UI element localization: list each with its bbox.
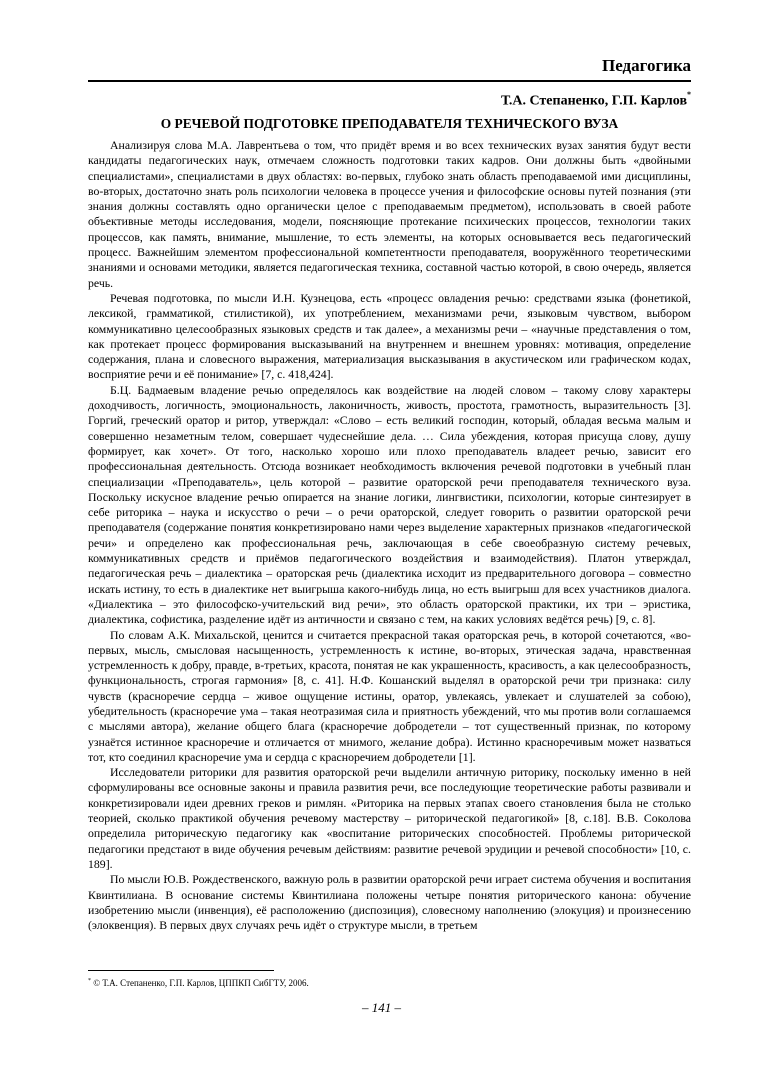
header-divider — [88, 80, 691, 82]
footnote-mark: * — [88, 978, 91, 984]
paragraph: Исследователи риторики для развития ораторской речи выделили античную риторику, поскольку именно в ней сформулированы все основные законы и правила развития речи, все последующие теоретические работы развивали и конкретизировали идеи древних греков и римлян. «Риторика на первых этапах своего становления была не столько теорией, сколько практикой обучения речевому мастерству – риторической педагогикой» [8, с.18]. В.В. Соколова определила риторическую педагогику как «воспитание риторических способностей. Проблемы риторической педагогики предстают в виде обучения речевым действиям: развитие речевой эрудиции и речевой способности» [10, с. 189]. — [88, 765, 691, 871]
footnote-reference: * — [687, 90, 691, 99]
article-body — [88, 138, 691, 933]
page-number: – 141 – — [362, 1000, 401, 1015]
authors-names: Т.А. Степаненко, Г.П. Карлов — [500, 93, 687, 109]
section-title: Педагогика — [602, 56, 691, 75]
footnote — [88, 978, 309, 988]
paragraph: Речевая подготовка, по мысли И.Н. Кузнецова, есть «процесс овладения речью: средствами языка (фонетикой, лексикой, грамматикой, стилистикой), их употреблением, механизмами речи, языковым чувством, выбором коммуникативно целесообразных языковых средств и так далее», а механизмы речи – «научные представления о том, как протекает процесс формирования высказываний на внутреннем и внешнем уровнях: мотивация, определение содержания, плана и словесного выражения, материализация высказывания в акустическом или графическом кодах, восприятие речи и её понимание» [7, с. 418,424]. — [88, 290, 691, 382]
footnote-divider — [88, 970, 274, 971]
paragraph: По мысли Ю.В. Рождественского, важную роль в развитии ораторской речи играет система обучения и воспитания Квинтилиана. В основание системы Квинтилиана положены четыре понятия риторического канона: обучение изобретению мысли (инвенция), её расположению (диспозиция), словесному наполнению (элокуция) и произнесению (элоквенция). В первых двух случаях речь идёт о структуре мысли, в третьем — [88, 872, 691, 933]
paragraph: Б.Ц. Бадмаевым владение речью определялось как воздействие на людей словом – такому слову характеры доходчивость, логичность, эмоциональность, лаконичность, живость, простота, грамотность, выразительность [3]. Горгий, греческий оратор и ритор, утверждал: «Слово – есть великий господин, который, обладая весьма малым и совершенно незаметным телом, совершает чудеснейшие дела. … Сила убеждения, которая присуща слову, душу формирует, как хочет». От того, насколько хорошо или плохо преподаватель владеет речью, зависит его профессиональная деятельность. Отсюда возникает необходимость включения речевой подготовки в учебный план специализации «Преподаватель», цель которой – развитие ораторской речи преподавателя технического вуза. Поскольку искусное владение речью опирается на знание логики, лингвистики, психологии, которые синтезирует в себе риторика – наука и искусство о речи – о речи ораторской, следует говорить о развитии ораторской речи преподавателя (содержание понятия конкретизировано нами через выделение характерных признаков «педагогической речи» и определено как профессиональная речь, заключающая в себе своеобразную систему речевых, коммуникативных средств и приёмов педагогического воздействия и взаимодействия). Платон утверждал, педагогическая речь – диалектика – ораторская речь (диалектика исходит из предварительного договора – совместно искать истину, то есть в диалектике нет выигрыша какого-нибудь лица, но есть выигрыш для всех участников диалога. «Диалектика – это философско-учительский вид речи», это область ораторской практики, их три – эристика, диалектика, софистика, разделение идёт из античности и связано с тем, на каких условиях ведётся речь) [9, с. 8]. — [88, 382, 691, 627]
footnote-text: © Т.А. Степаненко, Г.П. Карлов, ЦППКП СибГТУ, 2006. — [91, 978, 309, 988]
paragraph: По словам А.К. Михальской, ценится и считается прекрасной такая ораторская речь, в которой сочетаются, «во-первых, мысль, смысловая насыщенность, устремленность к истине, во-вторых, этическая задача, нравственная устремленность к добру, правде, в-третьих, красота, понятая не как украшенность, красивость, а как целесообразность, функциональность, строгая гармония» [8, с. 41]. Н.Ф. Кошанский выделял в ораторской речи три признака: силу чувств (красноречие сердца – живое ощущение истины, оратор, увлекаясь, увлекает и слушателей за собою), убедительность (красноречие ума – такая неотразимая сила и приятность убеждений, что мы против воли соглашаемся с мыслями автора), желание общего блага (красноречие добродетели – тот существенный признак, по которому узнаётся истинное красноречие и отличается от мнимого, желание добра). Истинно красноречивым может назваться тот, кто соединил красноречие ума и сердца с красноречием добродетели [1]. — [88, 627, 691, 764]
authors — [501, 92, 691, 110]
article-title: О РЕЧЕВОЙ ПОДГОТОВКЕ ПРЕПОДАВАТЕЛЯ ТЕХНИЧЕСКОГО ВУЗА — [160, 116, 619, 131]
paragraph: Анализируя слова М.А. Лаврентьева о том, что придёт время и во всех технических вузах занятия будут вести кандидаты педагогических наук, отмечаем сложность подготовки таких кадров. Они должны быть «двойными специалистами», специалистами в двух областях: во-первых, глубоко знать область преподаваемой ими дисциплины, во-вторых, достаточно знать роль психологии человека в процессе учения и философские основы путей познания (эти знания должны составлять одно органически целое с преподаваемым предметом), использовать в своей работе объективные методы исследования, модели, поясняющие протекание психических процессов, технологии таких процессов, как память, внимание, мышление, то есть элементы, на которых основывается весь педагогический процесс. Важнейшим элементом профессиональной компетентности преподавателя, вооружённого теоретическими знаниями и основами методики, является педагогическая техника, составной частью которой, в свою очередь, является речь. — [88, 138, 691, 290]
